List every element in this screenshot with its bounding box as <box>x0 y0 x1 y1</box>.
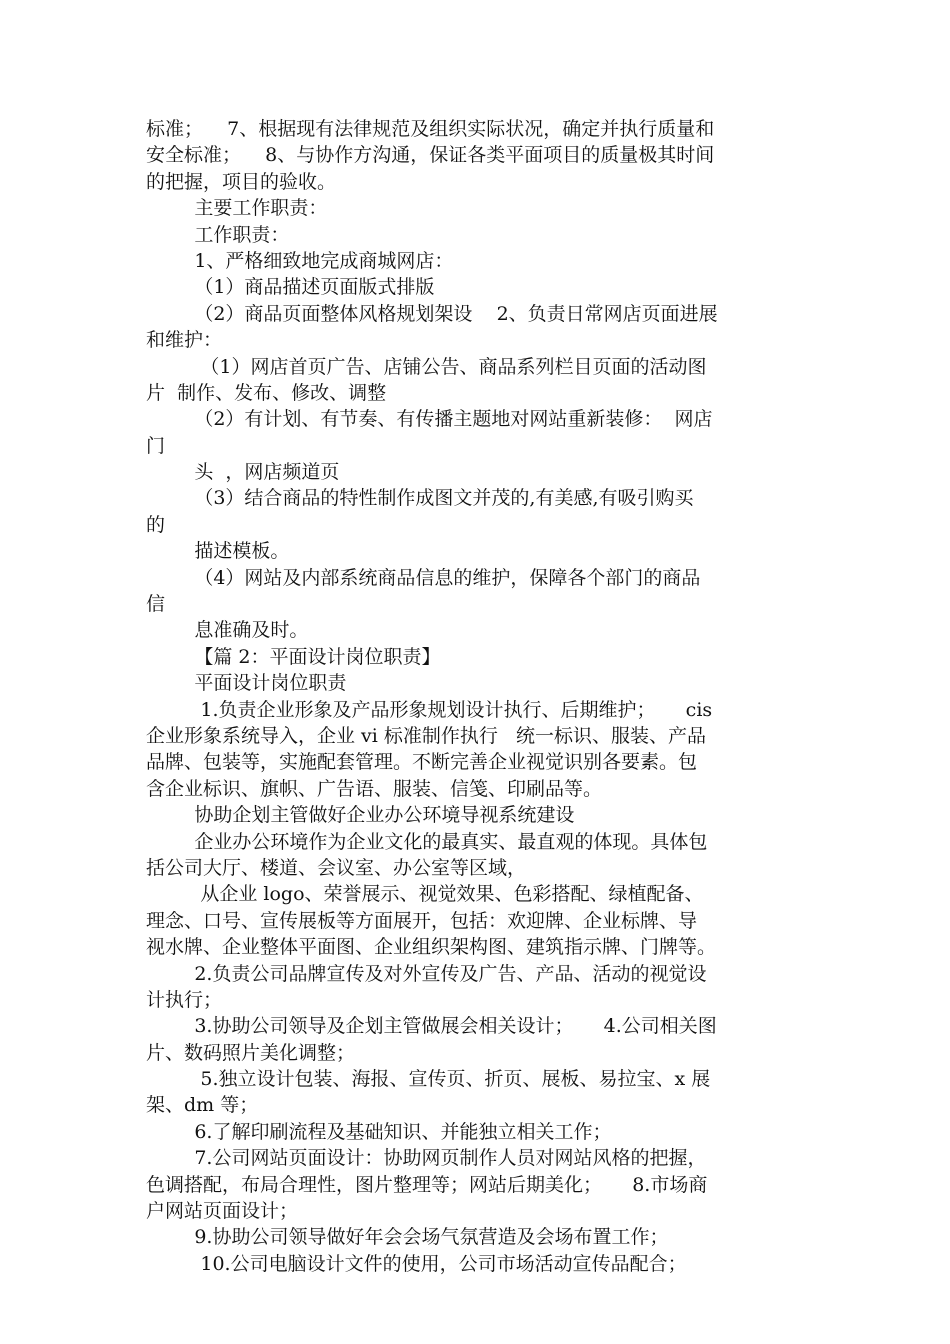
text-line: 和维护： <box>146 329 223 352</box>
text-line: 协助企划主管做好企业办公环境导视系统建设 <box>146 804 575 827</box>
text-line: 含企业标识、旗帜、广告语、服装、信笺、印刷品等。 <box>146 777 603 800</box>
section-heading: 平面设计岗位职责 <box>146 672 347 695</box>
section-heading: 主要工作职责： <box>146 197 328 220</box>
text-line: （1）网店首页广告、店铺公告、商品系列栏目页面的活动图 <box>146 355 707 378</box>
text-line: 理念、口号、宣传展板等方面展开，包括：欢迎牌、企业标牌、导 <box>146 909 698 932</box>
text-line: 9.协助公司领导做好年会会场气氛营造及会场布置工作； <box>146 1226 669 1249</box>
text-line: （1）商品描述页面版式排版 <box>146 276 435 299</box>
text-line: 头 ，网店频道页 <box>146 461 340 484</box>
text-line: 从企业 logo、荣誉展示、视觉效果、色彩搭配、绿植配备、 <box>146 883 704 906</box>
text-line: （2）有计划、有节奏、有传播主题地对网站重新装修： 网店 <box>146 408 713 431</box>
text-line: 色调搭配，布局合理性，图片整理等；网站后期美化； 8.市场商 <box>146 1173 708 1196</box>
text-line: 6.了解印刷流程及基础知识、并能独立相关工作； <box>146 1120 612 1143</box>
text-line: 标准； 7、根据现有法律规范及组织实际状况，确定并执行质量和 <box>146 118 715 140</box>
section-title: 【篇 2：平面设计岗位职责】 <box>146 645 441 668</box>
text-line: （3）结合商品的特性制作成图文并茂的,有美感,有吸引购买 <box>146 487 694 510</box>
text-line: 品牌、包装等，实施配套管理。不断完善企业视觉识别各要素。包 <box>146 751 698 774</box>
text-line: （4）网站及内部系统商品信息的维护，保障各个部门的商品 <box>146 566 701 589</box>
text-line: 企业办公环境作为企业文化的最真实、最直观的体现。具体包 <box>146 830 708 853</box>
text-line: 的 <box>146 513 166 536</box>
text-line: 7.公司网站页面设计：协助网页制作人员对网站风格的把握， <box>146 1147 707 1170</box>
section-heading: 工作职责： <box>146 223 290 246</box>
text-line: 企业形象系统导入，企业 vi 标准制作执行 统一标识、服装、产品 <box>146 724 707 747</box>
text-line: 5.独立设计包装、海报、宣传页、折页、展板、易拉宝、x 展 <box>146 1068 711 1091</box>
text-line: 安全标准； 8、与协作方沟通，保证各类平面项目的质量极其时间 <box>146 144 715 167</box>
text-line: 10.公司电脑设计文件的使用，公司市场活动宣传品配合； <box>146 1252 687 1275</box>
text-line: 户网站页面设计； <box>146 1200 299 1223</box>
text-line: （2）商品页面整体风格规划架设 2、负责日常网店页面进展 <box>146 302 718 325</box>
text-line: 括公司大厅、楼道、会议室、办公室等区域， <box>146 856 527 879</box>
document-body <box>146 116 808 1277</box>
text-line: 3.协助公司领导及企划主管做展会相关设计； 4.公司相关图 <box>146 1015 717 1038</box>
text-line: 视水牌、企业整体平面图、企业组织架构图、建筑指示牌、门牌等。 <box>146 936 717 959</box>
text-line: 片 制作、发布、修改、调整 <box>146 381 387 404</box>
text-line: 信 <box>146 593 166 616</box>
text-line: 片、数码照片美化调整； <box>146 1041 356 1064</box>
text-line: 架、dm 等； <box>146 1094 259 1117</box>
text-line: 门 <box>146 434 166 457</box>
text-line: 1.负责企业形象及产品形象规划设计执行、后期维护； cis <box>146 698 713 721</box>
text-line: 2.负责公司品牌宣传及对外宣传及广告、产品、活动的视觉设 <box>146 962 707 985</box>
text-line: 计执行； <box>146 988 223 1011</box>
text-line: 描述模板。 <box>146 540 290 563</box>
text-line: 的把握，项目的验收。 <box>146 170 337 193</box>
text-line: 息准确及时。 <box>146 619 309 642</box>
text-line: 1、严格细致地完成商城网店： <box>146 249 454 272</box>
